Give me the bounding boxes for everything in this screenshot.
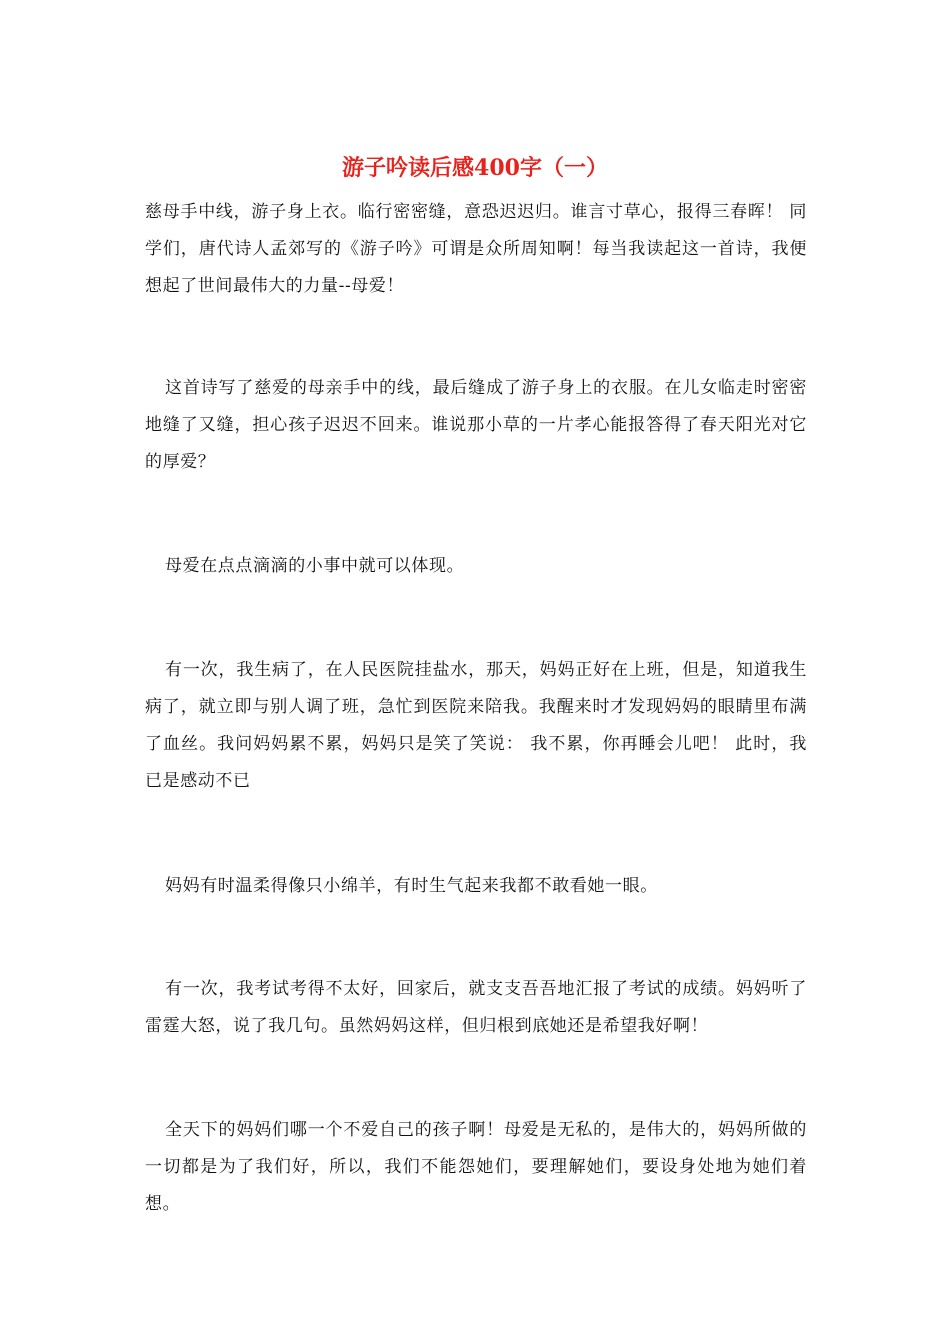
paragraph-7: 全天下的妈妈们哪一个不爱自己的孩子啊！母爱是无私的，是伟大的，妈妈所做的一切都是为了我们好，所以，我们不能怨她们，要理解她们，要设身处地为她们着想。 (145, 1120, 807, 1214)
paragraph-6: 有一次，我考试考得不太好，回家后，就支支吾吾地汇报了考试的成绩。妈妈听了雷霆大怒，说了我几句。虽然妈妈这样，但归根到底她还是希望我好啊！ (145, 979, 807, 1036)
paragraph-5: 妈妈有时温柔得像只小绵羊，有时生气起来我都不敢看她一眼。 (165, 876, 658, 896)
paragraph-3: 母爱在点点滴滴的小事中就可以体现。 (165, 556, 465, 576)
paragraph-1: 慈母手中线，游子身上衣。临行密密缝，意恐迟迟归。谁言寸草心，报得三春晖！ 同学们，唐代诗人孟郊写的《游子吟》可谓是众所周知啊！每当我读起这一首诗，我便想起了世间最伟大的力量--母爱！ (145, 202, 807, 296)
paragraph-2: 这首诗写了慈爱的母亲手中的线，最后缝成了游子身上的衣服。在儿女临走时密密地缝了又缝，担心孩子迟迟不回来。谁说那小草的一片孝心能报答得了春天阳光对它的厚爱？ (145, 378, 807, 472)
document-title: 游子吟读后感400字（一） (342, 155, 608, 181)
paragraph-4: 有一次，我生病了，在人民医院挂盐水，那天，妈妈正好在上班，但是，知道我生病了，就立即与别人调了班，急忙到医院来陪我。我醒来时才发现妈妈的眼睛里布满了血丝。我问妈妈累不累，妈妈只是笑了笑说： 我不累，你再睡会儿吧！ 此时，我已是感动不已 (145, 660, 807, 791)
